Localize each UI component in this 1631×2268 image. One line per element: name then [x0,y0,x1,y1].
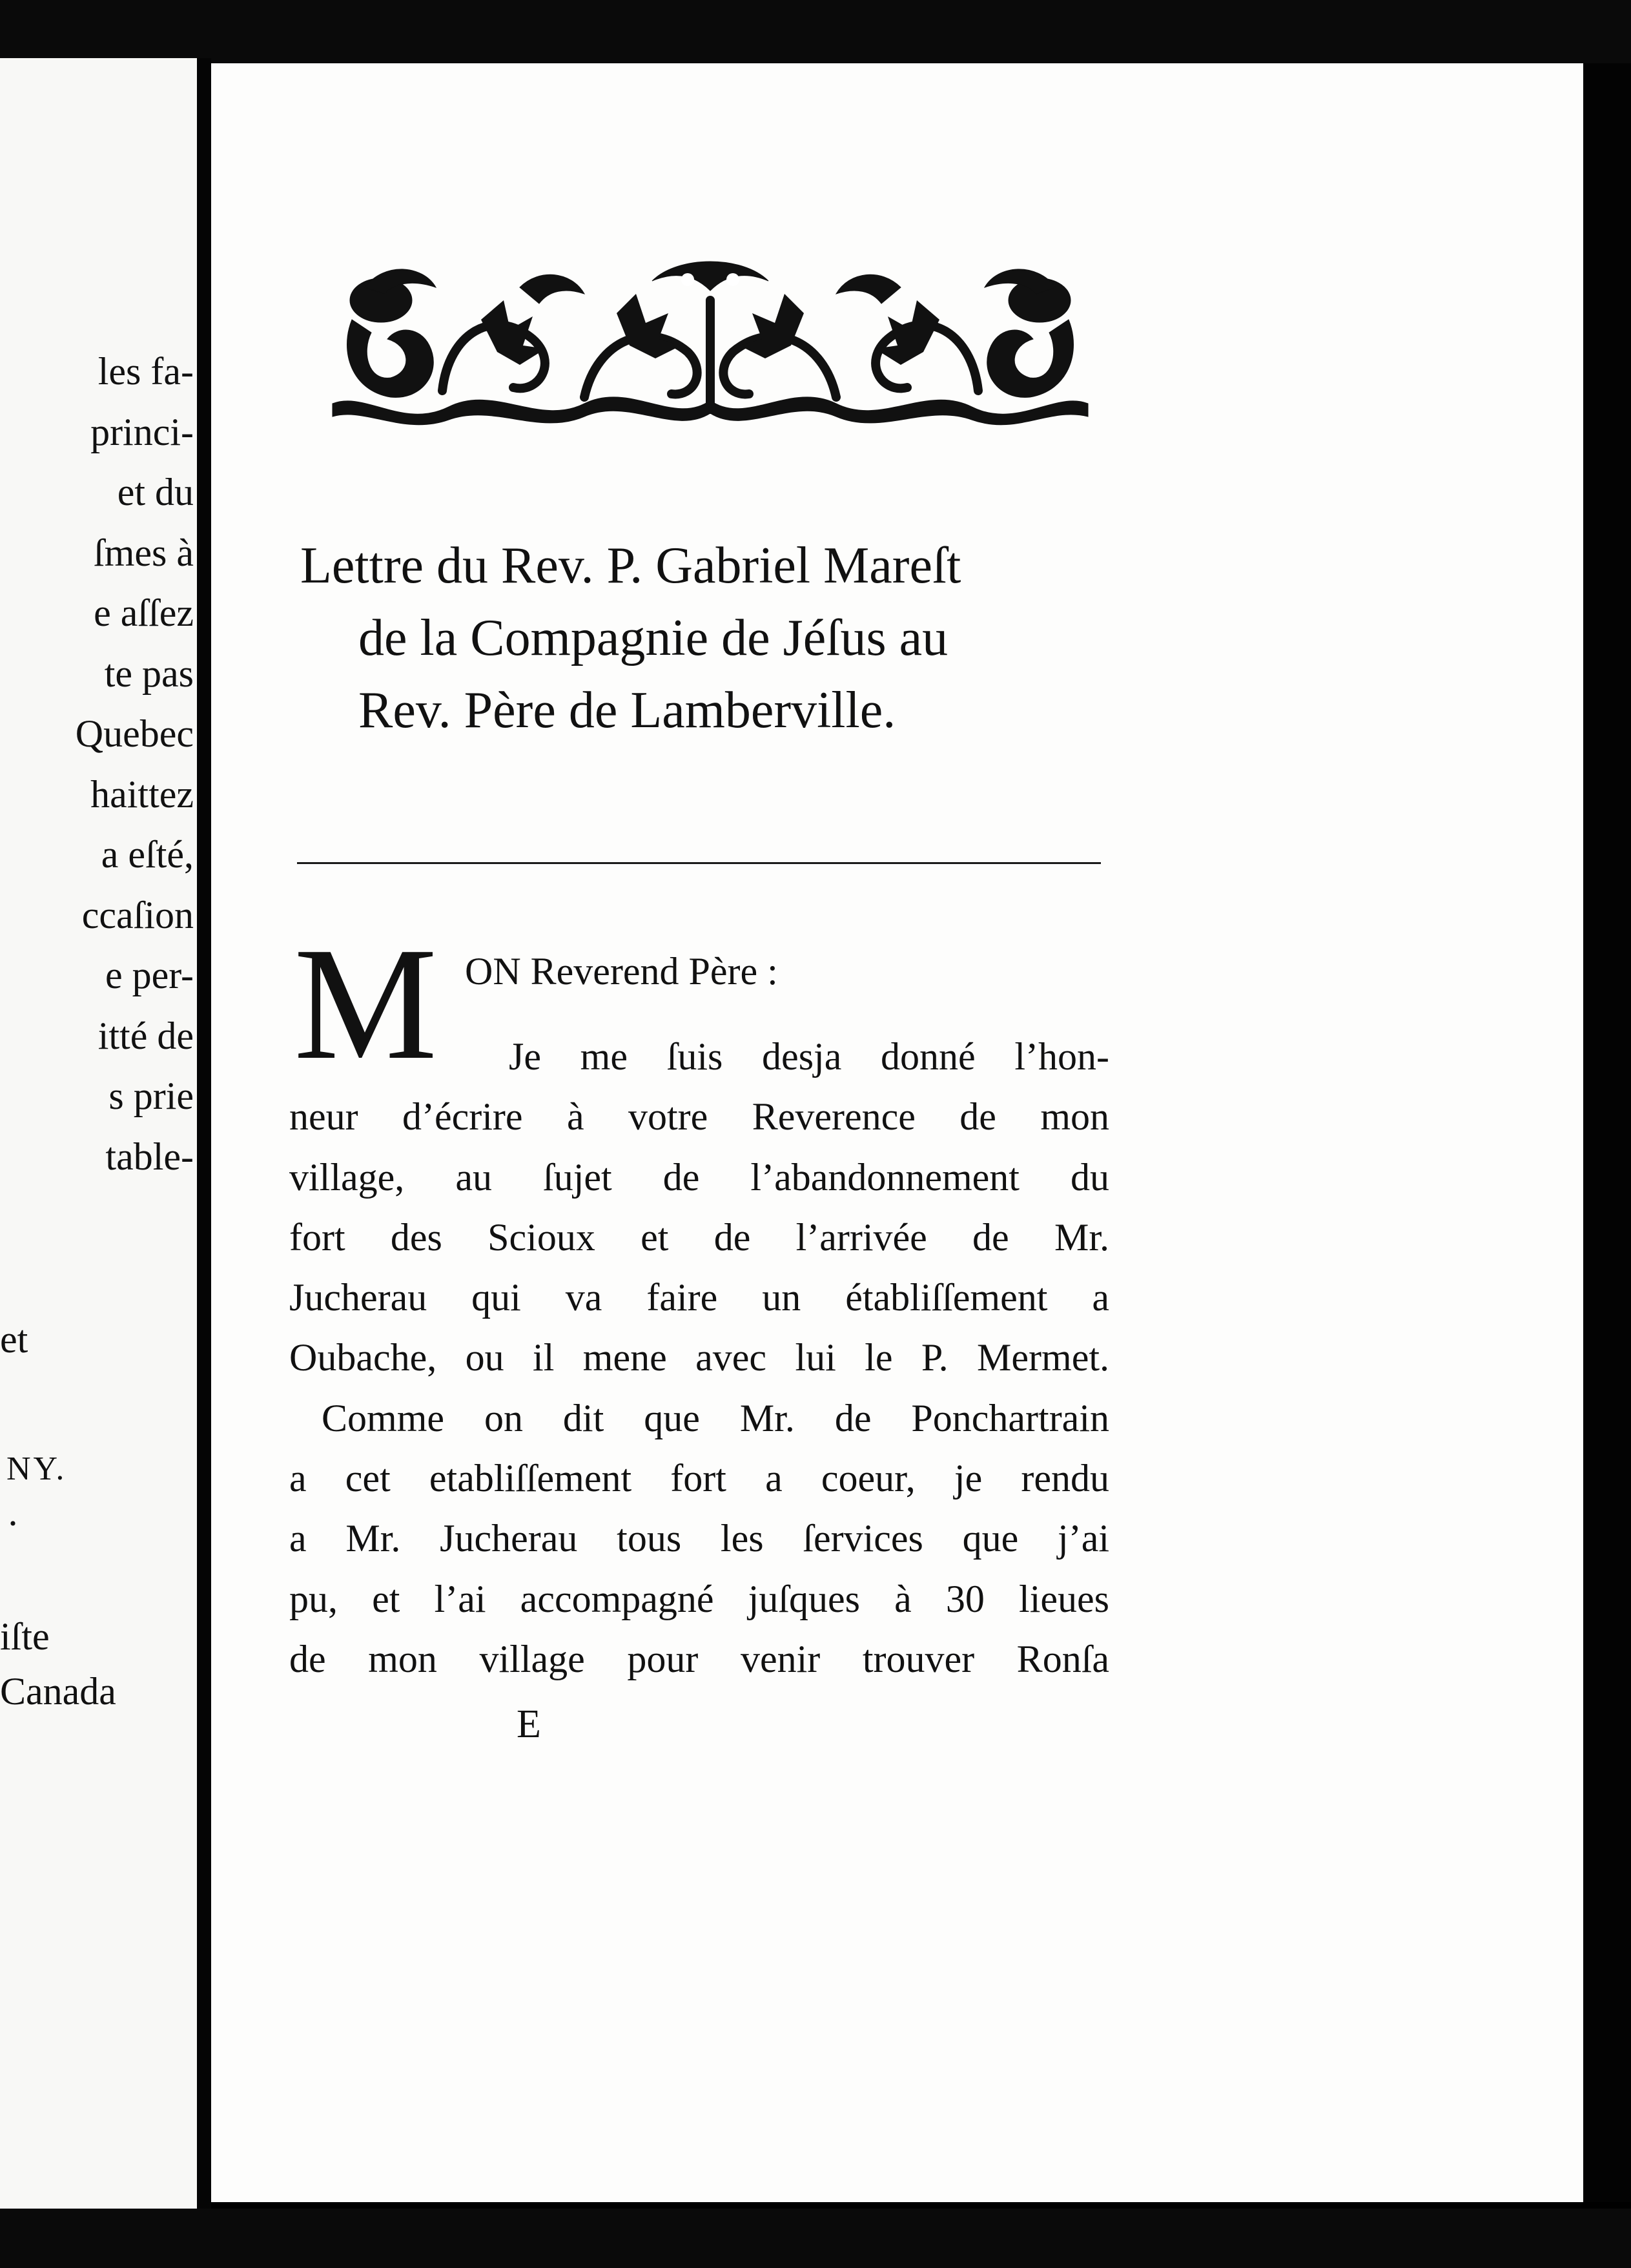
facing-page-line: itté de [97,1015,194,1057]
facing-page-line: e aſſez [94,592,194,634]
facing-page-line: princi- [90,411,194,453]
letter-title [294,530,1127,747]
body-line: Je me ſuis desja donné l’hon- [509,1035,1109,1078]
facing-page-line: te pas [104,652,194,695]
facing-page-line: et du [117,471,194,513]
facing-page-line: Quebec [75,712,194,755]
body-line: a cet etabliſſement fort a coeur, je rendu [289,1457,1109,1500]
body-line: neur d’écrire à votre Reverence de mon [289,1095,1109,1139]
facing-page-line: Canada [0,1670,116,1713]
facing-page-line: · [6,1502,19,1545]
scan-border-bottom [0,2209,1631,2268]
facing-page-line: iſte [0,1615,50,1658]
facing-page-line: a eſté, [101,833,194,876]
title-line: Lettre du Rev. P. Gabriel Mareſt [300,537,961,594]
body-line: a Mr. Jucherau tous les ſervices que j’ai [289,1517,1109,1560]
facing-page-line: NY. [6,1450,67,1487]
facing-page-fragment [0,58,197,2215]
facing-page-line: s prie [108,1075,194,1117]
body-line: fort des Scioux et de l’arrivée de Mr. [289,1215,1109,1259]
title-line: Rev. Père de Lamberville. [358,682,896,739]
body-line: de mon village pour venir trouver Ronſa [289,1637,1109,1680]
facing-page-line: les fa- [97,350,194,393]
title-line: de la Compagnie de Jéſus au [358,610,949,666]
body-line: village, au ſujet de l’abandonnement du [289,1155,1109,1199]
catchword: E [517,1702,541,1746]
facing-page-line: ſmes à [94,531,194,574]
scan-border-top [0,0,1631,68]
letter-body [289,1027,1109,1689]
facing-page-line: ccaſion [81,894,194,936]
facing-page-line: haittez [90,773,194,816]
body-line: pu, et l’ai accompagné juſques à 30 lieues [289,1577,1109,1620]
facing-page-line: e per- [105,954,194,996]
body-line: Comme on dit que Mr. de Ponchartrain [322,1396,1109,1439]
ornamental-headpiece-icon [326,242,1094,433]
body-line: Jucherau qui va faire un établiſſement a [289,1276,1109,1319]
book-gutter [197,58,211,2215]
facing-page-line: table- [105,1135,194,1178]
salutation: ON Reverend Père : [465,950,778,993]
scan-border-right [1583,63,1631,2202]
drop-cap: M [294,914,438,1093]
horizontal-rule [297,862,1101,864]
body-line: Oubache, ou il mene avec lui le P. Mermet. [289,1336,1109,1379]
facing-page-line: et [0,1318,28,1361]
